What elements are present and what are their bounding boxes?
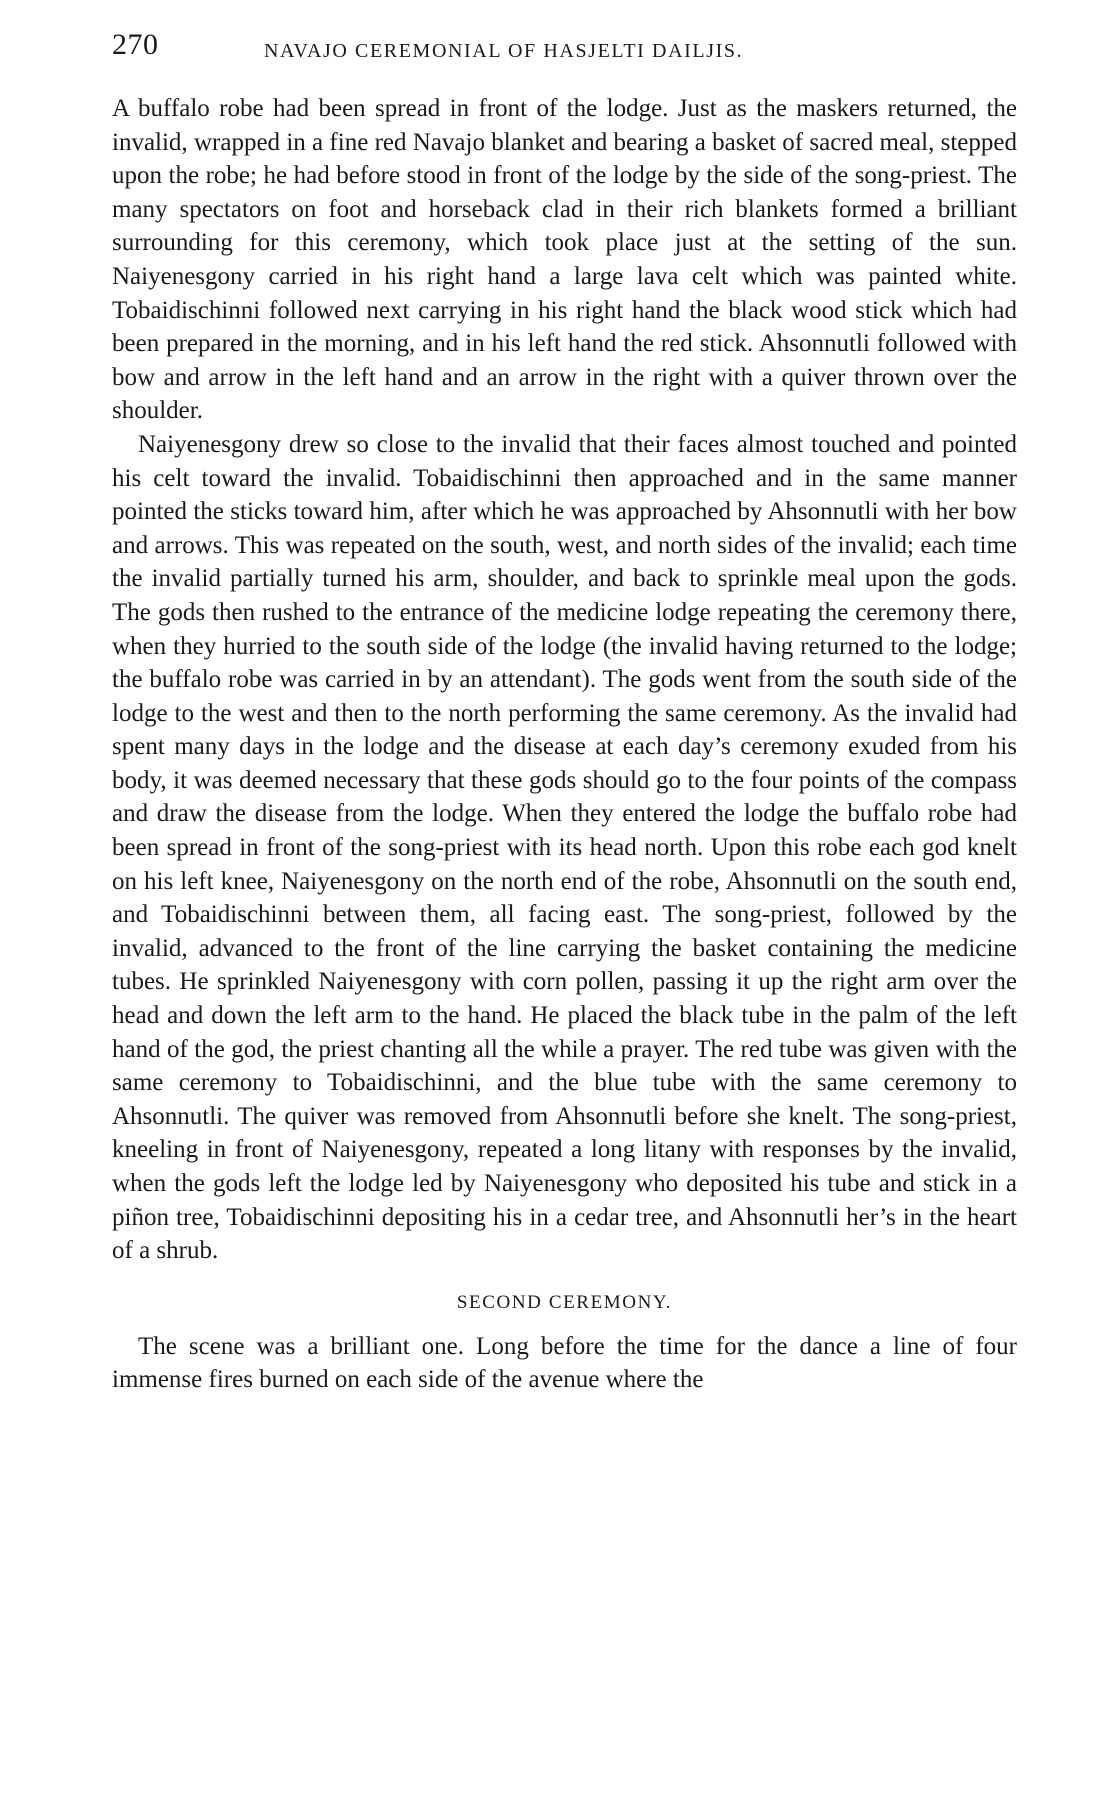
page-number: 270 xyxy=(112,28,159,61)
running-title: NAVAJO CEREMONIAL OF HASJELTI DAILJIS. xyxy=(264,40,744,62)
paragraph-buffalo-robe: A buffalo robe had been spread in front of the lodge. Just as the maskers returned, the invalid, wrapped in a fine red Navajo blanket and bearing a basket of sacred meal, stepped upon the robe; he had before stood in front of the lodge by the side of the song-priest. The many spectators on foot and horseback clad in their rich blankets formed a brilliant surrounding for this ceremony, which took place just at the setting of the sun. Naiyenesgony carried in his right hand a large lava celt which was painted white. Tobaidischinni followed next carrying in his right hand the black wood stick which had been prepared in the morning, and in his left hand the red stick. Ahsonnutli followed with bow and arrow in the left hand and an arrow in the right with a quiver thrown over the shoulder. xyxy=(112,95,1017,425)
paragraph-gods-ceremony: Naiyenesgony drew so close to the invalid that their faces almost touched and pointed his celt toward the invalid. Tobaidischinni then approached and in the same manner pointed the sticks toward him, after which he was approached by Ahsonnutli with her bow and arrows. This was repeated on the south, west, and north sides of the invalid; each time the invalid partially turned his arm, shoulder, and back to sprinkle meal upon the gods. The gods then rushed to the entrance of the medicine lodge repeating the ceremony there, when they hurried to the south side of the lodge (the invalid having returned to the lodge; the buffalo robe was carried in by an attendant). The gods went from the south side of the lodge to the west and then to the north performing the same ceremony. As the invalid had spent many days in the lodge and the disease at each day’s ceremony exuded from his body, it was deemed necessary that these gods should go to the four points of the compass and draw the disease from the lodge. When they entered the lodge the buffalo robe had been spread in front of the song-priest with its head north. Upon this robe each god knelt on his left knee, Naiyenesgony on the north end of the robe, Ahsonnutli on the south end, and Tobaidischinni between them, all facing east. The song-priest, followed by the invalid, advanced to the front of the line carrying the basket containing the medicine tubes. He sprinkled Naiyenesgony with corn pollen, passing it up the right arm over the head and down the left arm to the hand. He placed the black tube in the palm of the left hand of the god, the priest chanting all the while a prayer. The red tube was given with the same ceremony to Tobaidischinni, and the blue tube with the same ceremony to Ahsonnutli. The quiver was removed from Ahsonnutli before she knelt. The song-priest, kneeling in front of Naiyenesgony, repeated a long litany with responses by the invalid, when the gods left the lodge led by Naiyenesgony who deposited his tube and stick in a piñon tree, Tobaidischinni depositing his in a cedar tree, and Ahsonnutli her’s in the heart of a shrub. xyxy=(112,430,1017,1265)
section-heading: SECOND CEREMONY. xyxy=(456,1291,673,1313)
body-text xyxy=(112,92,1017,1397)
running-head xyxy=(112,28,1012,76)
paragraph-second-ceremony: The scene was a brilliant one. Long before the time for the dance a line of four immense fires burned on each side of the avenue where the xyxy=(112,1332,1017,1394)
